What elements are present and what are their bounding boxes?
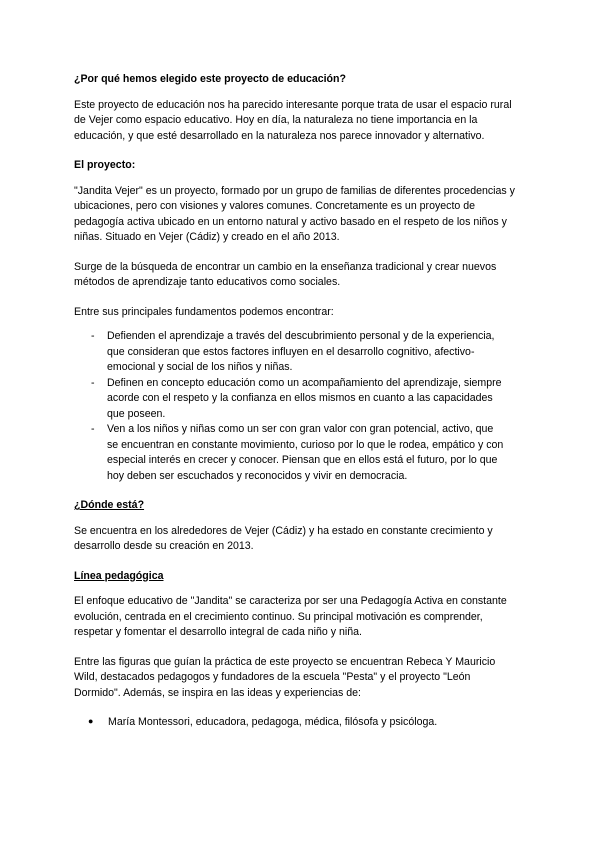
fundamentals-list — [74, 329, 520, 484]
list-item-text: Definen en concepto educación como un acompañamiento del aprendizaje, siempre acorde con el respeto y la confianza en ellos mismos en cuanto a las capacidades que poseen. — [107, 376, 502, 420]
pedagogy-paragraph-1: El enfoque educativo de "Jandita" se caracteriza por ser una Pedagogía Activa en constante evolución, centrada en el crecimiento continuo. Su principal motivación es comprender, respetar y fomentar el desarrollo integral de cada niño y niña. — [74, 595, 507, 638]
dash-marker: - — [91, 330, 95, 342]
influences-list — [74, 715, 520, 731]
list-item-text: María Montessori, educadora, pedagoga, médica, filósofa y psicóloga. — [108, 716, 438, 728]
fundamentals-intro: Entre sus principales fundamentos podemos encontrar: — [74, 305, 334, 318]
bullet-marker: ● — [88, 716, 94, 726]
project-heading: El proyecto: — [74, 159, 136, 171]
where-paragraph: Se encuentra en los alrededores de Vejer (Cádiz) y ha estado en constante crecimiento y desarrollo desde su creación en 2013. — [74, 524, 493, 552]
list-item — [74, 715, 520, 731]
project-paragraph-2: Surge de la búsqueda de encontrar un cambio en la enseñanza tradicional y crear nuevos métodos de aprendizaje tanto educativos como sociales. — [74, 260, 497, 288]
list-item — [74, 422, 504, 484]
list-item-text: Ven a los niños y niñas como un ser con gran valor con gran potencial, activo, que se encuentran en constante movimiento, curioso por lo que le rodea, empático y con especial interés en crecer y conocer. Piensan que en ellos está el futuro, por lo que hoy deben ser escuchados y reconocidos y vivir en democracia. — [107, 423, 504, 482]
why-paragraph: Este proyecto de educación nos ha parecido interesante porque trata de usar el espacio rural de Vejer como espacio educativo. Hoy en día, la naturaleza no tiene importancia en la educación, y que esté desarrollado en la naturaleza nos parece innovador y alternativo. — [74, 98, 512, 142]
list-item — [74, 329, 504, 376]
list-item — [74, 376, 504, 423]
where-heading: ¿Dónde está? — [74, 499, 145, 511]
dash-marker: - — [91, 423, 95, 435]
why-heading: ¿Por qué hemos elegido este proyecto de educación? — [74, 73, 346, 85]
dash-marker: - — [91, 376, 95, 389]
pedagogy-paragraph-2: Entre las figuras que guían la práctica de este proyecto se encuentran Rebeca Y Mauricio Wild, destacados pedagogos y fundadores de la escuela "Pesta" y el proyecto "León Dormido". Además, se inspira en las ideas y experiencias de: — [74, 655, 496, 699]
pedagogy-heading: Línea pedagógica — [74, 569, 164, 582]
list-item-text: Defienden el aprendizaje a través del descubrimiento personal y de la experiencia, que consideran que estos factores influyen en el desarrollo cognitivo, afectivo-emocional y social de los niños y niñas. — [107, 330, 495, 373]
project-paragraph-1: "Jandita Vejer" es un proyecto, formado por un grupo de familias de diferentes procedencias y ubicaciones, pero con visiones y valores comunes. Concretamente es un proyecto de pedagogía activa ubicado en un entorno natural y activo basado en el respeto de los niños y niñas. Situado en Vejer (Cádiz) y creado en el año 2013. — [74, 184, 515, 243]
